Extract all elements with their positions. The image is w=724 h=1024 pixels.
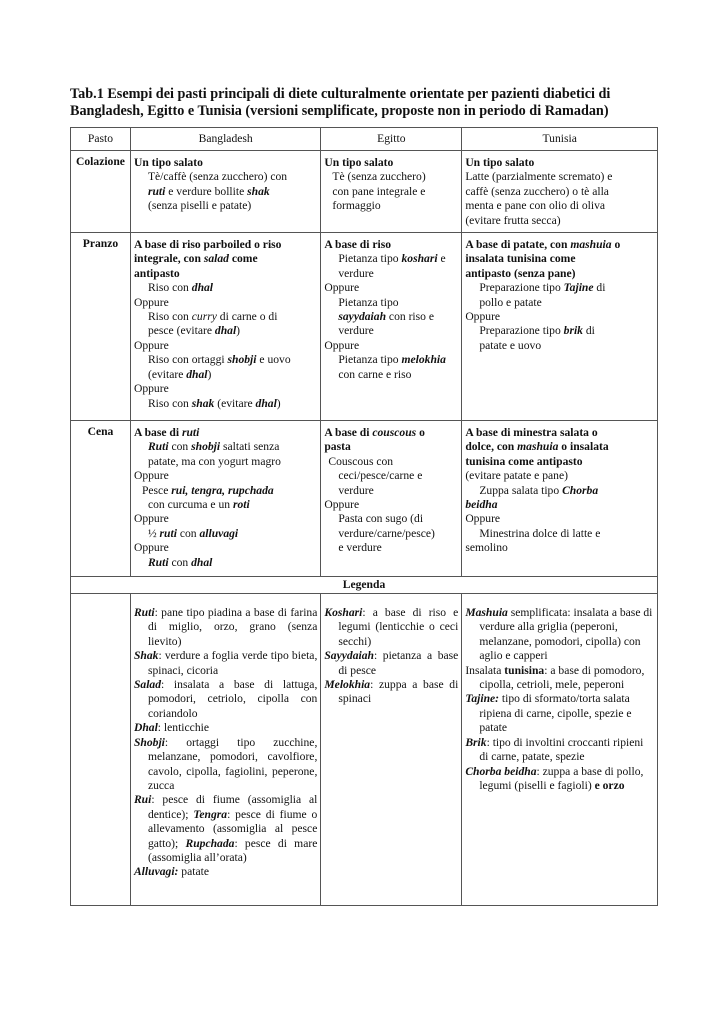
cell-line: Minestrina dolce di latte e xyxy=(479,526,601,540)
legenda-entry: Brik: tipo di involtini croccanti ripieni di carne, patate, spezie xyxy=(465,735,644,764)
cell-line: pesce (evitare dhal) xyxy=(147,324,241,338)
cell-line: con pane integrale e xyxy=(332,184,426,198)
cell-heading: antipasto xyxy=(133,266,180,280)
cell-line: ½ ruti con alluvagi xyxy=(147,526,239,540)
cell-heading: insalata tunisina come xyxy=(465,252,576,266)
cell-colazione-tunisia xyxy=(462,151,658,233)
cell-line: Preparazione tipo Tajine di xyxy=(479,281,606,295)
legenda-header-row xyxy=(71,577,658,594)
cell-heading: Un tipo salato xyxy=(133,156,203,169)
cell-line: patate e uovo xyxy=(479,338,542,352)
cell-line: (evitare frutta secca) xyxy=(465,213,561,227)
cell-colazione-bangladesh xyxy=(130,151,320,233)
cell-line: Riso con dhal xyxy=(147,281,214,295)
cell-line: e verdure xyxy=(338,541,382,555)
cell-line: (evitare dhal) xyxy=(147,367,212,381)
legenda-entry: Chorba beidha: zuppa a base di pollo, legumi (piselli e fagioli) e orzo xyxy=(465,764,644,792)
cell-colazione-egitto xyxy=(321,151,462,233)
cell-cena-tunisia xyxy=(462,421,658,577)
cell-heading: tunisina come antipasto xyxy=(465,454,583,468)
cell-pranzo-bangladesh xyxy=(130,233,320,421)
cell-line: Pietanza tipo melokhia xyxy=(338,353,446,367)
cell-line: verdure xyxy=(338,266,374,280)
legenda-entry: Sayydaiah: pietanza a base di pesce xyxy=(324,649,459,677)
legenda-entry: Tajine: tipo di sformato/torta salata ripiena di carne, cipolle, spezie e patate xyxy=(465,692,632,735)
cell-line: Oppure xyxy=(133,338,169,352)
header-egitto: Egitto xyxy=(321,128,462,151)
legenda-entry: Salad: insalata a base di lattuga, pomodori, cetriolo, cipolla con coriandolo xyxy=(133,678,318,720)
row-pranzo xyxy=(71,233,658,421)
cell-line: Oppure xyxy=(133,512,169,526)
cell-line: patate, ma con yogurt magro xyxy=(147,454,281,468)
cell-line: Oppure xyxy=(324,498,360,512)
cell-line: Oppure xyxy=(465,310,501,324)
cell-line: (evitare patate e pane) xyxy=(465,469,568,483)
cell-line: con carne e riso xyxy=(338,367,412,381)
caption-line-1: Tab.1 Esempi dei pasti principali di diete culturalmente orientate per pazienti diabetici di xyxy=(70,86,611,102)
cell-heading: Un tipo salato xyxy=(465,156,535,169)
cell-heading: A base di patate, con mashuia o xyxy=(465,238,621,252)
legenda-row xyxy=(71,594,658,906)
caption-line-2: Bangladesh, Egitto e Tunisia (versioni semplificate, proposte non in periodo di Ramadan) xyxy=(70,103,609,119)
legenda-title: Legenda xyxy=(71,577,658,594)
row-colazione xyxy=(71,151,658,233)
cell-line: Pesce rui, tengra, rupchada xyxy=(141,483,274,497)
legenda-entry: Insalata tunisina: a base di pomodoro, cipolla, cetrioli, mele, peperoni xyxy=(465,663,645,692)
cell-line: Ruti con dhal xyxy=(147,555,213,569)
cell-line: caffè (senza zucchero) o tè alla xyxy=(465,184,609,198)
cell-line: Tè/caffè (senza zucchero) con xyxy=(147,170,288,184)
cell-line: ruti e verdure bollite shak xyxy=(147,184,270,198)
cell-pranzo-egitto xyxy=(321,233,462,421)
legenda-entry: Shobji: ortaggi tipo zucchine, melanzane, pomodori, cavolfiore, cavolo, cipolla, fagiolini, peperone, zucca xyxy=(133,735,318,792)
cell-cena-egitto xyxy=(321,421,462,577)
cell-line: Tè (senza zucchero) xyxy=(332,170,426,184)
cell-line: Latte (parzialmente scremato) e xyxy=(465,170,613,184)
diet-table xyxy=(70,127,658,906)
header-row xyxy=(71,128,658,151)
cell-line: Riso con curry di carne o di xyxy=(147,310,278,324)
cell-line: sayydaiah con riso e xyxy=(338,310,435,324)
cell-line: Oppure xyxy=(324,281,360,295)
header-pasto: Pasto xyxy=(71,128,131,151)
cell-heading: A base di riso xyxy=(324,238,392,252)
cell-heading: integrale, con salad come xyxy=(133,252,258,266)
legenda-tunisia xyxy=(462,594,658,906)
cell-line: Ruti con shobji saltati senza xyxy=(147,440,280,454)
cell-line: Oppure xyxy=(133,382,169,396)
cell-line: Zuppa salata tipo Chorba xyxy=(479,483,599,497)
cell-line: Riso con ortaggi shobji e uovo xyxy=(147,353,291,367)
legenda-entry: Mashuia semplificata: insalata a base di verdure alla griglia (peperoni, melanzane, pomodori, cipolla) con aglio e capperi xyxy=(465,606,653,663)
cell-heading: antipasto (senza pane) xyxy=(465,266,576,280)
cell-line: Riso con shak (evitare dhal) xyxy=(147,396,281,410)
cell-line: ceci/pesce/carne e xyxy=(338,469,423,483)
legenda-entry: Ruti: pane tipo piadina a base di farina di miglio, orzo, grano (senza lievito) xyxy=(133,606,318,648)
cell-heading: A base di minestra salata o xyxy=(465,426,598,440)
legenda-bangladesh xyxy=(130,594,320,906)
cell-pranzo-tunisia xyxy=(462,233,658,421)
meal-label: Colazione xyxy=(71,151,131,233)
cell-line: (senza piselli e patate) xyxy=(147,199,252,213)
meal-label: Cena xyxy=(71,421,131,577)
cell-line: Pasta con sugo (di xyxy=(338,512,424,526)
cell-line: Oppure xyxy=(465,512,501,526)
header-bangladesh: Bangladesh xyxy=(130,128,320,151)
legenda-entry: Koshari: a base di riso e legumi (lenticchie o ceci secchi) xyxy=(324,606,459,648)
cell-heading: A base di ruti xyxy=(133,426,200,440)
legenda-egitto xyxy=(321,594,462,906)
cell-line: formaggio xyxy=(332,199,381,213)
cell-line: verdure xyxy=(338,483,374,497)
legenda-entry: Rui: pesce di fiume (assomiglia al dentice); Tengra: pesce di fiume o allevamento (assomiglia al pesce gatto); Rupchada: pesce di mare (assomiglia all’orata) xyxy=(133,793,318,864)
cell-heading: Un tipo salato xyxy=(324,156,394,169)
legenda-entry: Shak: verdure a foglia verde tipo bieta, spinaci, cicoria xyxy=(133,649,318,677)
cell-line: Oppure xyxy=(133,295,169,309)
cell-line: verdure/carne/pesce) xyxy=(338,526,435,540)
cell-heading: A base di riso parboiled o riso xyxy=(133,238,282,252)
cell-line: Pietanza tipo xyxy=(338,295,399,309)
cell-line: Oppure xyxy=(133,541,169,555)
cell-line: verdure xyxy=(338,324,374,338)
cell-line: menta e pane con olio di oliva xyxy=(465,199,606,213)
cell-cena-bangladesh xyxy=(130,421,320,577)
table-caption xyxy=(70,86,660,120)
cell-line: con curcuma e un roti xyxy=(147,498,250,512)
cell-line: semolino xyxy=(465,541,508,555)
legenda-entry: Dhal: lenticchie xyxy=(133,721,209,735)
cell-line: beidha xyxy=(465,498,498,512)
row-cena xyxy=(71,421,658,577)
cell-heading: pasta xyxy=(324,440,351,454)
cell-line: Pietanza tipo koshari e xyxy=(338,252,446,266)
cell-heading: A base di couscous o xyxy=(324,426,425,440)
legenda-entry: Melokhia: zuppa a base di spinaci xyxy=(324,678,459,706)
cell-line: Oppure xyxy=(133,469,169,483)
header-tunisia: Tunisia xyxy=(462,128,658,151)
cell-line: Preparazione tipo brik di xyxy=(479,324,595,338)
cell-line: pollo e patate xyxy=(479,295,542,309)
legenda-entry: Alluvagi: patate xyxy=(133,865,209,879)
meal-label: Pranzo xyxy=(71,233,131,421)
legenda-empty-cell xyxy=(71,594,131,906)
cell-line: Couscous con xyxy=(328,454,394,468)
cell-heading: dolce, con mashuia o insalata xyxy=(465,440,609,454)
cell-line: Oppure xyxy=(324,338,360,352)
